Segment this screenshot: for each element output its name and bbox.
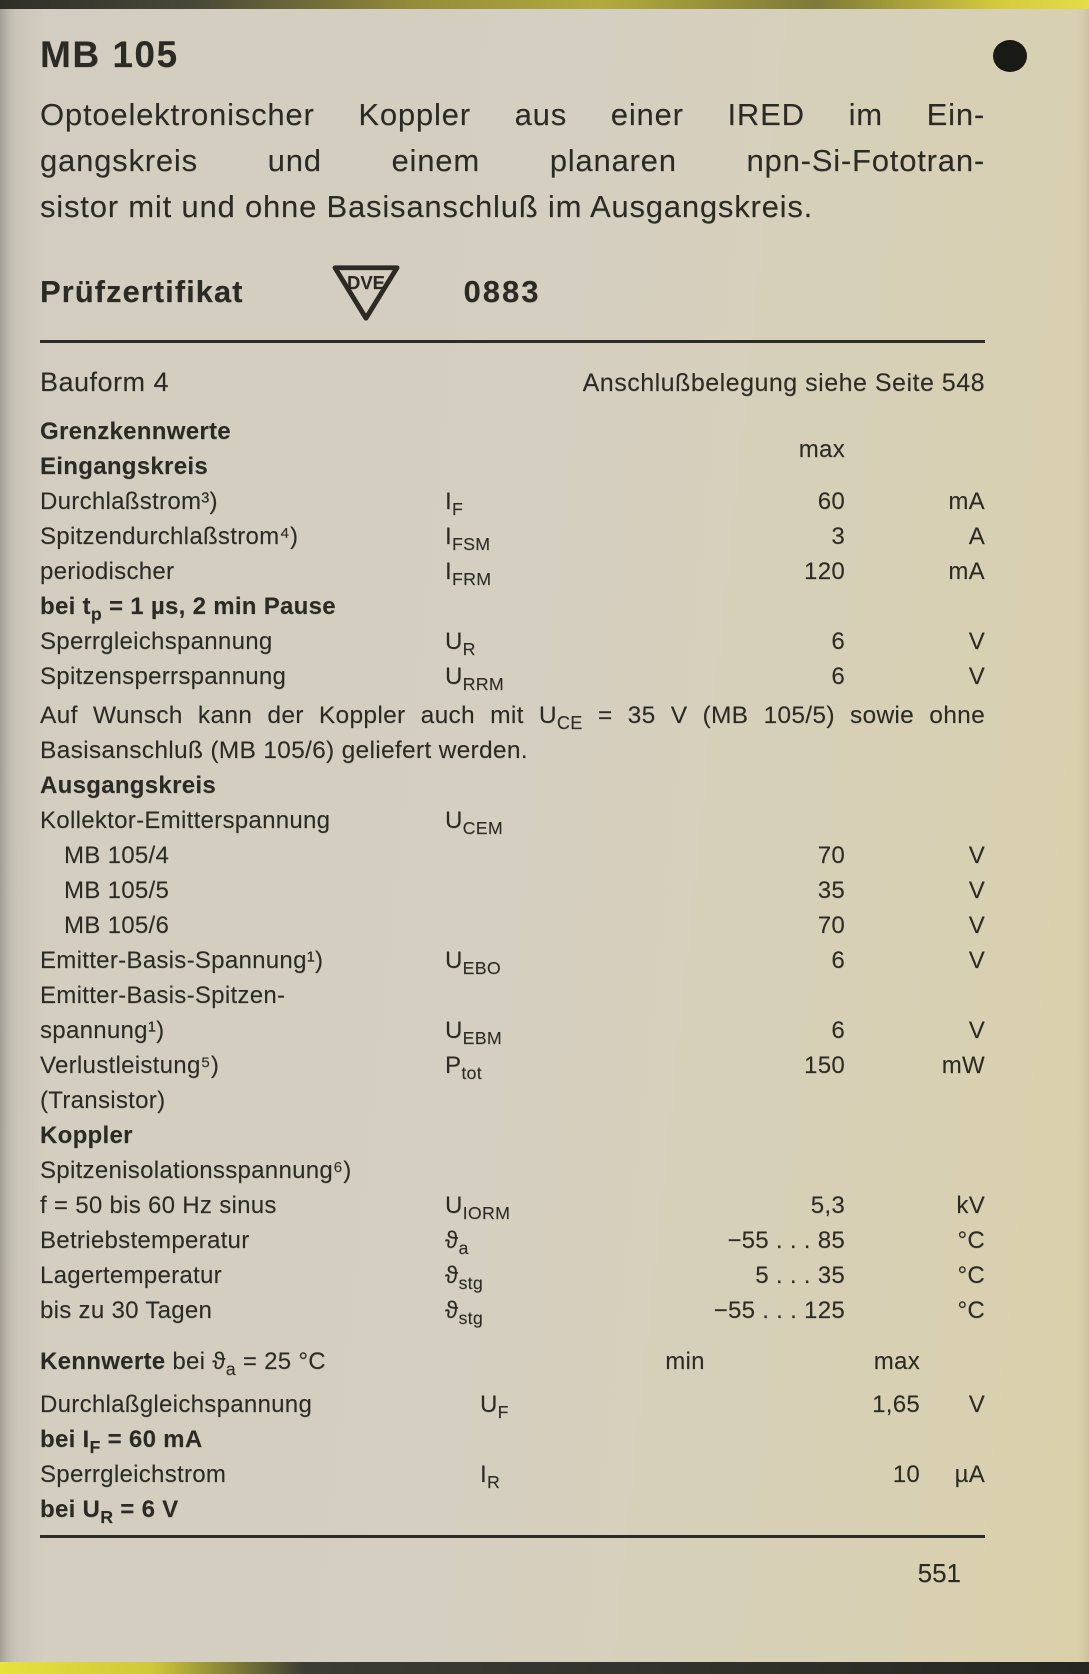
pulse-condition-note: bei $t_p = 1$ µs, 2 min Pause [40, 593, 336, 624]
row-label: (Transistor) [40, 1087, 166, 1114]
row-value: 6 [831, 628, 845, 655]
vde-logo-icon [327, 260, 405, 324]
row-spitzensperrspannung [40, 659, 985, 694]
row-unit: V [968, 1017, 985, 1044]
row-value: 35 [817, 877, 845, 904]
row-verlustleistung [40, 1048, 985, 1083]
limits-heading-row [40, 414, 985, 463]
row-periodischer [40, 554, 985, 589]
option-note-line: Basisanschluß (MB 105/6) geliefert werden. [40, 737, 528, 764]
row-value: 150 [804, 1052, 845, 1079]
row-lagertemperatur [40, 1258, 985, 1293]
intro-line: gangskreis und einem planaren npn-Si-Fototran- [40, 143, 985, 178]
row-transistor-note [40, 1083, 985, 1118]
row-label: Verlustleistung⁵) [40, 1052, 220, 1079]
row-symbol: $I_F$ [445, 488, 464, 519]
row-symbol: $ϑ_{stg}$ [445, 1262, 484, 1293]
row-emitter-basis-spitzenspannung [40, 1013, 985, 1048]
row-label: bis zu 30 Tagen [40, 1297, 213, 1324]
limits-col-max: max [798, 436, 845, 463]
kennwerte-heading-row [40, 1344, 985, 1379]
kennwerte-col-min: min [665, 1348, 705, 1375]
row-max: 1,65 [872, 1391, 920, 1418]
row-unit: mA [948, 558, 985, 585]
row-unit: V [968, 947, 985, 974]
row-label: periodischer [40, 558, 175, 585]
row-unit: V [968, 1391, 985, 1418]
row-value: 70 [817, 842, 845, 869]
bauform-label: Bauform 4 [40, 367, 170, 397]
divider [40, 340, 985, 343]
row-symbol: $I_R$ [480, 1461, 501, 1492]
row-value: 5,3 [810, 1192, 845, 1219]
option-note [40, 698, 985, 768]
row-value: 3 [831, 523, 845, 550]
row-label: Emitter-Basis-Spannung¹) [40, 947, 324, 974]
row-symbol: $U_R$ [445, 628, 476, 659]
scan-edge-bottom [0, 1662, 1089, 1674]
row-durchlassgleichspannung [40, 1387, 985, 1422]
option-note-line: Auf Wunsch kann der Koppler auch mit $U_{CE} = 35$ V (MB 105/5) sowie ohne [40, 702, 985, 733]
row-label: spannung¹) [40, 1017, 165, 1044]
row-symbol: $U_{CEM}$ [445, 807, 503, 838]
bauform-row [40, 367, 985, 398]
row-value: 70 [817, 912, 845, 939]
intro-paragraph [40, 92, 985, 230]
row-label: Betriebstemperatur [40, 1227, 250, 1254]
limits-heading: Grenzkennwerte [40, 418, 231, 445]
row-isolationsspannung-freq [40, 1188, 985, 1223]
row-unit: V [968, 842, 985, 869]
row-max: 10 [892, 1461, 920, 1488]
row-label: f = 50 bis 60 Hz sinus [40, 1192, 277, 1219]
row-lagertemperatur-30-tage [40, 1293, 985, 1328]
input-section-heading: Eingangskreis [40, 453, 208, 480]
row-label: Sperrgleichspannung [40, 628, 273, 655]
kennwerte-col-max: max [873, 1348, 920, 1375]
row-unit: A [968, 523, 985, 550]
row-betriebstemperatur [40, 1223, 985, 1258]
row-value: 120 [804, 558, 845, 585]
row-value: −55 . . . 85 [727, 1227, 845, 1254]
row-value: 6 [831, 663, 845, 690]
row-value: 5 . . . 35 [755, 1262, 845, 1289]
row-label: MB 105/5 [64, 877, 170, 904]
row-value: 6 [831, 947, 845, 974]
row-mb105-6 [40, 908, 985, 943]
row-kollektor-emitterspannung [40, 803, 985, 838]
forward-current-condition: bei $I_F = 60$ mA [40, 1426, 203, 1457]
row-symbol: $I_{FSM}$ [445, 523, 491, 554]
row-durchlassstrom [40, 484, 985, 519]
row-value: −55 . . . 125 [713, 1297, 845, 1324]
row-unit: mW [941, 1052, 985, 1079]
row-label: Kollektor-Emitterspannung [40, 807, 331, 834]
row-symbol: $ϑ_a$ [445, 1227, 469, 1258]
row-unit: V [968, 628, 985, 655]
certificate-number: 0883 [463, 274, 541, 309]
koppler-section-heading: Koppler [40, 1122, 133, 1149]
row-symbol: $U_{EBM}$ [445, 1017, 503, 1048]
certificate-row [40, 260, 985, 324]
output-section-heading-row [40, 768, 985, 803]
row-mb105-4 [40, 838, 985, 873]
row-unit: µA [954, 1461, 985, 1488]
row-value: 6 [831, 1017, 845, 1044]
row-label: Emitter-Basis-Spitzen- [40, 982, 286, 1009]
svg-text:DVE: DVE [347, 272, 386, 294]
row-sperrgleichstrom [40, 1457, 985, 1492]
row-symbol: $U_{IORM}$ [445, 1192, 511, 1223]
row-unit: V [968, 877, 985, 904]
reverse-voltage-condition: bei $U_R = 6$ V [40, 1496, 179, 1527]
kennwerte-table [40, 1344, 985, 1527]
row-unit: °C [957, 1227, 985, 1254]
row-label: Lagertemperatur [40, 1262, 222, 1289]
row-unit: mA [948, 488, 985, 515]
row-label: MB 105/6 [64, 912, 170, 939]
row-unit: kV [956, 1192, 985, 1219]
row-mb105-5 [40, 873, 985, 908]
row-unit: °C [957, 1297, 985, 1324]
row-label: Spitzensperrspannung [40, 663, 287, 690]
row-label: Durchlaßstrom³) [40, 488, 218, 515]
row-unit: °C [957, 1262, 985, 1289]
row-unit: V [968, 663, 985, 690]
row-symbol: $P_{tot}$ [445, 1052, 482, 1083]
row-label: Durchlaßgleichspannung [40, 1391, 313, 1418]
limits-table [40, 414, 985, 1328]
page-title: MB 105 [40, 34, 179, 75]
row-symbol: $I_{FRM}$ [445, 558, 492, 589]
koppler-section-heading-row [40, 1118, 985, 1153]
intro-line: Optoelektronischer Koppler aus einer IRED im Ein- [40, 97, 985, 132]
row-value: 60 [817, 488, 845, 515]
row-sperrgleichspannung [40, 624, 985, 659]
row-symbol: $U_{RRM}$ [445, 663, 504, 694]
row-emitter-basis-spannung [40, 943, 985, 978]
page-number: 551 [917, 1558, 961, 1588]
row-unit: V [968, 912, 985, 939]
kennwerte-heading: Kennwerte bei $ϑ_a = 25$ °C [40, 1348, 326, 1379]
row-spitzenisolationsspannung [40, 1153, 985, 1188]
corner-dot-icon [993, 40, 1027, 72]
divider-bottom [40, 1535, 985, 1538]
row-label: MB 105/4 [64, 842, 170, 869]
row-emitter-basis-spitzen-line1 [40, 978, 985, 1013]
intro-line: sistor mit und ohne Basisanschluß im Ausgangskreis. [40, 189, 814, 224]
row-label: Spitzendurchlaßstrom⁴) [40, 523, 299, 550]
row-label: Spitzenisolationsspannung⁶) [40, 1157, 352, 1184]
row-spitzendurchlassstrom [40, 519, 985, 554]
row-symbol: $U_F$ [480, 1391, 509, 1422]
certificate-label: Prüfzertifikat [40, 274, 244, 309]
row-symbol: $U_{EBO}$ [445, 947, 502, 978]
pinout-note: Anschlußbelegung siehe Seite 548 [582, 369, 985, 397]
row-symbol: $ϑ_{stg}$ [445, 1297, 484, 1328]
output-section-heading: Ausgangskreis [40, 772, 216, 799]
row-label: Sperrgleichstrom [40, 1461, 227, 1488]
